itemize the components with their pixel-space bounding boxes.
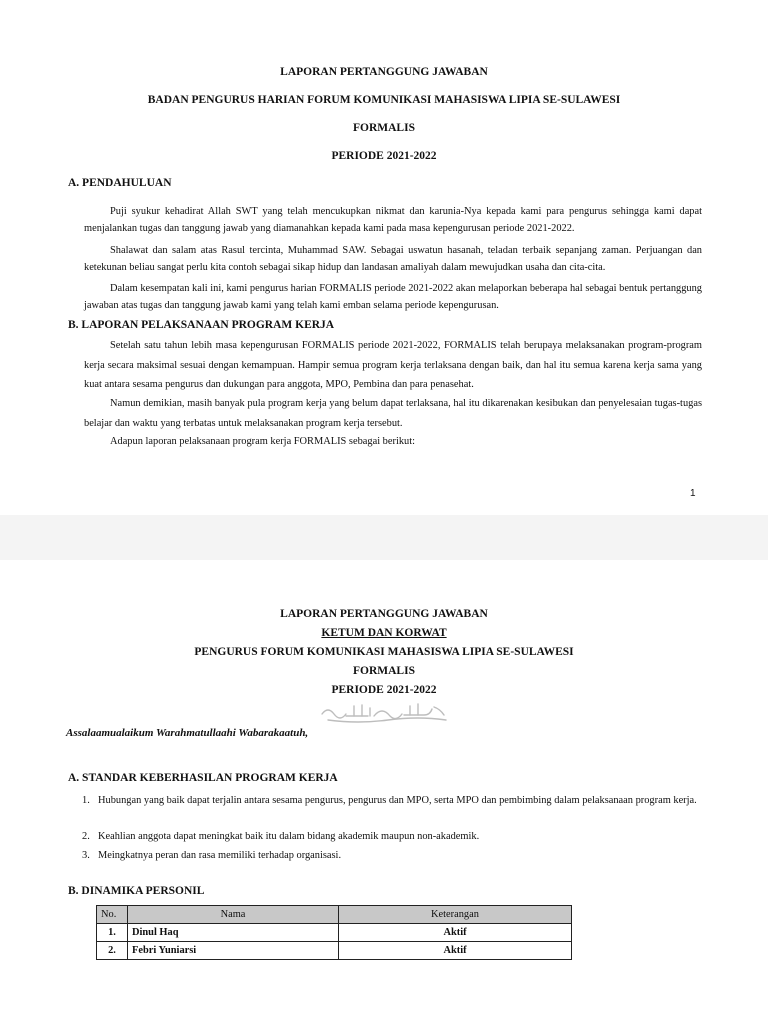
list-item: 3. Meingkatnya peran dan rasa memiliki terhadap organisasi. [82, 850, 342, 861]
section-b-heading: B. LAPORAN PELAKSANAAN PROGRAM KERJA [68, 319, 335, 331]
list-item: 1. Hubungan yang baik dapat terjalin antara sesama pengurus, pengurus dan MPO, serta MPO dan pembimbing dalam pelaksanaan program kerja. [82, 795, 697, 806]
subtitle-ketum-korwat: KETUM DAN KORWAT [321, 627, 447, 639]
table-row [97, 942, 572, 960]
section-a-heading: A. PENDAHULUAN [68, 177, 172, 189]
period-title: PERIODE 2021-2022 [331, 150, 437, 162]
cell-no: 2. [97, 942, 128, 960]
page-separator [0, 515, 768, 560]
report-title-2: LAPORAN PERTANGGUNG JAWABAN [280, 608, 488, 620]
column-header-keterangan: Keterangan [339, 906, 572, 924]
organization-title: BADAN PENGURUS HARIAN FORUM KOMUNIKASI MAHASISWA LIPIA SE-SULAWESI [147, 94, 621, 106]
cell-keterangan: Aktif [339, 924, 572, 942]
column-header-nama: Nama [128, 906, 339, 924]
organization-title-2: PENGURUS FORUM KOMUNIKASI MAHASISWA LIPIA SE-SULAWESI [194, 646, 574, 658]
cell-keterangan: Aktif [339, 942, 572, 960]
greeting: Assalaamualaikum Warahmatullaahi Wabarakaatuh, [66, 727, 309, 739]
org-abbreviation: FORMALIS [353, 122, 415, 134]
cell-nama: Febri Yuniarsi [128, 942, 339, 960]
report-title: LAPORAN PERTANGGUNG JAWABAN [280, 66, 488, 78]
cell-nama: Dinul Haq [128, 924, 339, 942]
list-item: 2. Keahlian anggota dapat meningkat baik itu dalam bidang akademik maupun non-akademik. [82, 831, 480, 842]
program-paragraph-2: Namun demikian, masih banyak pula program kerja yang belum dapat terlaksana, hal itu dikarenakan kesibukan dan penyelesaian tugas-tugas belajar dan waktu yang terbatas untuk melaksanakan program kerja tersebut. [84, 398, 702, 429]
intro-paragraph-3: Dalam kesempatan kali ini, kami pengurus harian FORMALIS periode 2021-2022 akan melaporkan beberapa hal sebagai bentuk pertanggung jawaban atas tugas dan tanggung jawab kami yang telah kami emban selama periode kepengurusan. [84, 283, 702, 311]
table-header-row [97, 906, 572, 924]
column-header-no: No. [97, 906, 128, 924]
table-row [97, 924, 572, 942]
org-abbreviation-2: FORMALIS [353, 665, 415, 677]
intro-paragraph-1: Puji syukur kehadirat Allah SWT yang telah mencukupkan nikmat dan karunia-Nya kepada kami para pengurus sehingga kami dapat menjalankan tugas dan tanggung jawab yang diamanahkan kepada kami pada masa kepengurusan periode 2021-2022. [84, 206, 702, 234]
program-paragraph-1: Setelah satu tahun lebih masa kepengurusan FORMALIS periode 2021-2022, FORMALIS telah berupaya melaksanakan program-program kerja secara maksimal sesuai dengan kemampuan. Hampir semua program kerja terlaksana dengan baik, dan hal itu semua karena kerja sama yang kuat antara sesama pengurus dan dukungan para anggota, MPO, Pembina dan para penasehat. [84, 340, 702, 390]
period-title-2: PERIODE 2021-2022 [331, 684, 437, 696]
cell-no: 1. [97, 924, 128, 942]
section-a2-heading: A. STANDAR KEBERHASILAN PROGRAM KERJA [68, 772, 338, 784]
bismillah-calligraphy-icon [318, 700, 450, 724]
program-paragraph-3: Adapun laporan pelaksanaan program kerja FORMALIS sebagai berikut: [110, 436, 415, 447]
page-number: 1 [690, 488, 696, 499]
section-b2-heading: B. DINAMIKA PERSONIL [68, 885, 205, 897]
intro-paragraph-2: Shalawat dan salam atas Rasul tercinta, Muhammad SAW. Sebagai uswatun hasanah, teladan terbaik sepanjang zaman. Perjuangan dan ketekunan beliau sangat perlu kita contoh sebagai sikap hidup dan landasan amaliyah dalam mewujudkan usaha dan cita-cita. [84, 245, 702, 273]
personnel-table [96, 905, 572, 960]
